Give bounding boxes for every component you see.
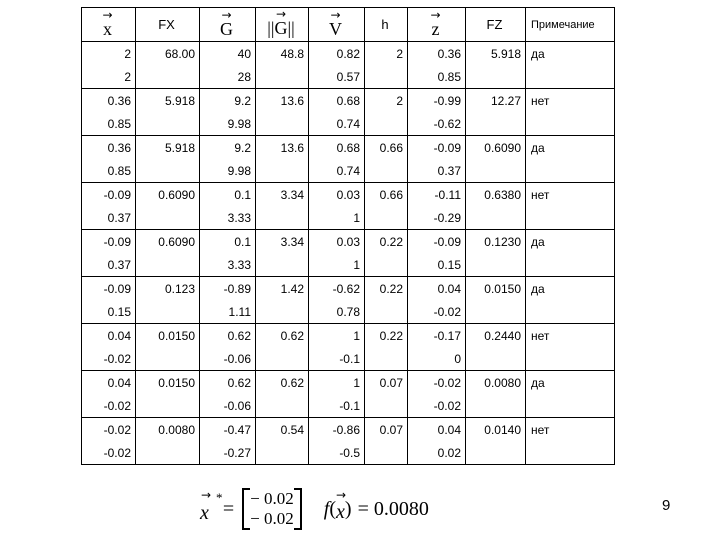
table-cell: 2 xyxy=(365,42,408,66)
header-g: → G xyxy=(200,8,256,42)
table-cell xyxy=(256,394,309,418)
table-cell: 0.6090 xyxy=(466,136,526,160)
vector-arrow-icon: → xyxy=(201,487,212,502)
table-cell xyxy=(256,300,309,324)
table-cell: -0.5 xyxy=(309,441,365,465)
table-row-secondary xyxy=(82,253,615,277)
table-cell: 0.22 xyxy=(365,230,408,254)
header-fx: FX xyxy=(136,8,200,42)
table-cell xyxy=(136,347,200,371)
header-g-norm: || → G|| xyxy=(256,8,309,42)
table-cell xyxy=(466,394,526,418)
table-cell: 1 xyxy=(309,324,365,348)
note-cell: да xyxy=(526,277,615,301)
table-cell xyxy=(526,253,615,277)
table-cell xyxy=(136,112,200,136)
table-cell: -0.62 xyxy=(408,112,466,136)
table-row-secondary xyxy=(82,112,615,136)
table-cell xyxy=(526,206,615,230)
table-cell: 0.2440 xyxy=(466,324,526,348)
table-row xyxy=(82,371,615,395)
matrix-entry-2: − 0.02 xyxy=(250,509,294,528)
table-cell: 0.62 xyxy=(256,371,309,395)
vector-arrow-icon: → xyxy=(102,8,113,22)
table-cell: 0.07 xyxy=(365,371,408,395)
table-cell: 0.66 xyxy=(365,183,408,207)
table-cell: 0.0080 xyxy=(136,418,200,442)
table-cell xyxy=(466,206,526,230)
table-cell: -0.86 xyxy=(309,418,365,442)
table-cell: -0.02 xyxy=(82,347,136,371)
table-cell: 1.11 xyxy=(200,300,256,324)
table-cell: 5.918 xyxy=(136,136,200,160)
table-cell: 0.37 xyxy=(82,253,136,277)
vector-arrow-icon: → xyxy=(330,8,341,22)
table-cell xyxy=(256,159,309,183)
table-cell: -0.02 xyxy=(408,300,466,324)
table-cell: 0.15 xyxy=(408,253,466,277)
table-row-secondary xyxy=(82,300,615,324)
table-cell: 0.22 xyxy=(365,324,408,348)
note-cell: да xyxy=(526,136,615,160)
table-cell: 0.02 xyxy=(408,441,466,465)
table-cell: 0.85 xyxy=(408,65,466,89)
table-cell: -0.29 xyxy=(408,206,466,230)
table-cell: 9.98 xyxy=(200,112,256,136)
table-cell: -0.09 xyxy=(82,183,136,207)
table-cell xyxy=(136,206,200,230)
table-cell: -0.27 xyxy=(200,441,256,465)
note-cell: да xyxy=(526,42,615,66)
table-cell: -0.62 xyxy=(309,277,365,301)
header-h: h xyxy=(365,8,408,42)
table-row xyxy=(82,89,615,113)
table-cell: 0.15 xyxy=(82,300,136,324)
table-cell: 0.6090 xyxy=(136,230,200,254)
table-cell: 0.0150 xyxy=(136,371,200,395)
header-x: → x xyxy=(82,8,136,42)
note-cell: нет xyxy=(526,89,615,113)
table-cell: 68.00 xyxy=(136,42,200,66)
table-cell: 13.6 xyxy=(256,136,309,160)
equals-sign: = xyxy=(222,497,235,520)
table-cell: 2 xyxy=(365,89,408,113)
table-cell xyxy=(365,65,408,89)
vector-arrow-icon: → xyxy=(221,8,232,22)
table-cell: 1 xyxy=(309,253,365,277)
table-cell: -0.11 xyxy=(408,183,466,207)
table-cell xyxy=(365,206,408,230)
table-cell: -0.06 xyxy=(200,394,256,418)
table-cell: 0.1 xyxy=(200,230,256,254)
table-cell: 0.03 xyxy=(309,183,365,207)
table-cell: 0.85 xyxy=(82,159,136,183)
vector-arrow-icon: → xyxy=(430,8,441,22)
table-cell xyxy=(136,300,200,324)
table-cell: 0.68 xyxy=(309,136,365,160)
table-row xyxy=(82,277,615,301)
table-cell: 0.68 xyxy=(309,89,365,113)
table-cell: 0.54 xyxy=(256,418,309,442)
table-row xyxy=(82,418,615,442)
table-cell: -0.09 xyxy=(408,136,466,160)
note-cell: нет xyxy=(526,324,615,348)
table-row-secondary xyxy=(82,394,615,418)
table-cell xyxy=(466,65,526,89)
header-row xyxy=(82,8,615,42)
table-cell: 0.82 xyxy=(309,42,365,66)
table-row-secondary xyxy=(82,65,615,89)
table-cell xyxy=(466,441,526,465)
table-cell xyxy=(466,253,526,277)
table-cell xyxy=(256,112,309,136)
result-vector-matrix xyxy=(242,488,302,530)
table-cell: 0.37 xyxy=(82,206,136,230)
table-cell: 0.0140 xyxy=(466,418,526,442)
table-cell: -0.47 xyxy=(200,418,256,442)
table-cell: 13.6 xyxy=(256,89,309,113)
table-cell: -0.02 xyxy=(408,394,466,418)
result-formula xyxy=(200,486,429,532)
note-cell: да xyxy=(526,371,615,395)
table-cell xyxy=(365,441,408,465)
table-cell xyxy=(526,300,615,324)
table-cell: -0.89 xyxy=(200,277,256,301)
table-cell: 0.85 xyxy=(82,112,136,136)
table-cell xyxy=(136,441,200,465)
header-fz: FZ xyxy=(466,8,526,42)
table-cell: 0.07 xyxy=(365,418,408,442)
table-cell: -0.02 xyxy=(408,371,466,395)
table-cell: 3.34 xyxy=(256,230,309,254)
table-cell: 0.37 xyxy=(408,159,466,183)
table-cell: 0.6090 xyxy=(136,183,200,207)
table-cell: -0.06 xyxy=(200,347,256,371)
table-cell: 0 xyxy=(408,347,466,371)
table-cell: 0.1230 xyxy=(466,230,526,254)
table-cell xyxy=(466,159,526,183)
table-cell xyxy=(466,112,526,136)
table-cell: 0.0150 xyxy=(466,277,526,301)
table-cell: 0.36 xyxy=(82,89,136,113)
table-cell: 0.0150 xyxy=(136,324,200,348)
table-cell xyxy=(256,206,309,230)
table-cell: -0.09 xyxy=(82,277,136,301)
table-cell: -0.1 xyxy=(309,394,365,418)
header-z: → z xyxy=(408,8,466,42)
table-cell: 1 xyxy=(309,371,365,395)
table-cell: 0.78 xyxy=(309,300,365,324)
table-cell xyxy=(136,253,200,277)
table-cell: 40 xyxy=(200,42,256,66)
table-cell: 3.34 xyxy=(256,183,309,207)
table-cell xyxy=(136,394,200,418)
table-cell xyxy=(526,394,615,418)
table-cell xyxy=(526,112,615,136)
table-cell: 2 xyxy=(82,65,136,89)
table-row-secondary xyxy=(82,347,615,371)
note-cell: нет xyxy=(526,183,615,207)
table-cell: 0.22 xyxy=(365,277,408,301)
objective-value: f ( → x ) = 0.0080 xyxy=(323,487,429,523)
matrix-entry-1: − 0.02 xyxy=(250,489,294,508)
optimal-x: → x * xyxy=(200,487,223,524)
table-cell xyxy=(256,347,309,371)
table-cell: 0.66 xyxy=(365,136,408,160)
table-cell: 0.03 xyxy=(309,230,365,254)
table-cell: 0.36 xyxy=(408,42,466,66)
table-cell: 0.74 xyxy=(309,112,365,136)
table-cell: -0.1 xyxy=(309,347,365,371)
table-row xyxy=(82,136,615,160)
table-cell: 28 xyxy=(200,65,256,89)
header-v: → V xyxy=(309,8,365,42)
table-cell: 0.62 xyxy=(200,371,256,395)
table-cell: 0.04 xyxy=(82,371,136,395)
table-cell xyxy=(365,253,408,277)
table-row-secondary xyxy=(82,206,615,230)
table-cell: 5.918 xyxy=(136,89,200,113)
table-row xyxy=(82,324,615,348)
table-cell: 3.33 xyxy=(200,206,256,230)
iteration-table-body xyxy=(82,8,615,465)
table-cell xyxy=(466,347,526,371)
table-cell: 9.2 xyxy=(200,136,256,160)
table-cell: 12.27 xyxy=(466,89,526,113)
table-cell: 0.36 xyxy=(82,136,136,160)
table-cell xyxy=(136,65,200,89)
table-cell: -0.17 xyxy=(408,324,466,348)
vector-arrow-icon: → xyxy=(336,487,347,502)
table-cell: 0.04 xyxy=(408,418,466,442)
table-cell xyxy=(526,441,615,465)
page-number: 9 xyxy=(662,497,671,514)
note-cell: да xyxy=(526,230,615,254)
table-cell: 1.42 xyxy=(256,277,309,301)
table-cell: 48.8 xyxy=(256,42,309,66)
table-cell: 0.1 xyxy=(200,183,256,207)
table-cell xyxy=(466,300,526,324)
table-cell: 0.57 xyxy=(309,65,365,89)
note-cell: нет xyxy=(526,418,615,442)
table-cell: -0.02 xyxy=(82,394,136,418)
vector-arrow-icon: → xyxy=(275,7,287,21)
table-cell xyxy=(365,112,408,136)
table-row xyxy=(82,183,615,207)
table-cell: -0.09 xyxy=(408,230,466,254)
table-cell: 1 xyxy=(309,206,365,230)
table-cell xyxy=(256,65,309,89)
table-cell xyxy=(526,159,615,183)
iteration-table xyxy=(81,7,615,465)
table-cell: -0.02 xyxy=(82,418,136,442)
table-row-secondary xyxy=(82,159,615,183)
table-cell xyxy=(365,394,408,418)
table-cell: 0.123 xyxy=(136,277,200,301)
table-cell xyxy=(365,159,408,183)
table-cell: -0.02 xyxy=(82,441,136,465)
table-cell xyxy=(136,159,200,183)
table-cell xyxy=(526,65,615,89)
table-cell: 0.04 xyxy=(408,277,466,301)
table-cell: 0.62 xyxy=(200,324,256,348)
table-cell: 0.74 xyxy=(309,159,365,183)
table-cell: -0.09 xyxy=(82,230,136,254)
table-row xyxy=(82,230,615,254)
table-cell: 0.0080 xyxy=(466,371,526,395)
table-cell: 3.33 xyxy=(200,253,256,277)
table-cell xyxy=(256,253,309,277)
table-cell xyxy=(365,300,408,324)
header-note: Примечание xyxy=(526,8,615,42)
table-cell: 9.98 xyxy=(200,159,256,183)
table-cell: 9.2 xyxy=(200,89,256,113)
table-row-secondary xyxy=(82,441,615,465)
table-cell xyxy=(256,441,309,465)
table-cell xyxy=(526,347,615,371)
table-cell: 0.6380 xyxy=(466,183,526,207)
table-cell: 0.04 xyxy=(82,324,136,348)
table-cell: 2 xyxy=(82,42,136,66)
table-row xyxy=(82,42,615,66)
table-cell xyxy=(365,347,408,371)
table-cell: -0.99 xyxy=(408,89,466,113)
table-cell: 5.918 xyxy=(466,42,526,66)
table-cell: 0.62 xyxy=(256,324,309,348)
